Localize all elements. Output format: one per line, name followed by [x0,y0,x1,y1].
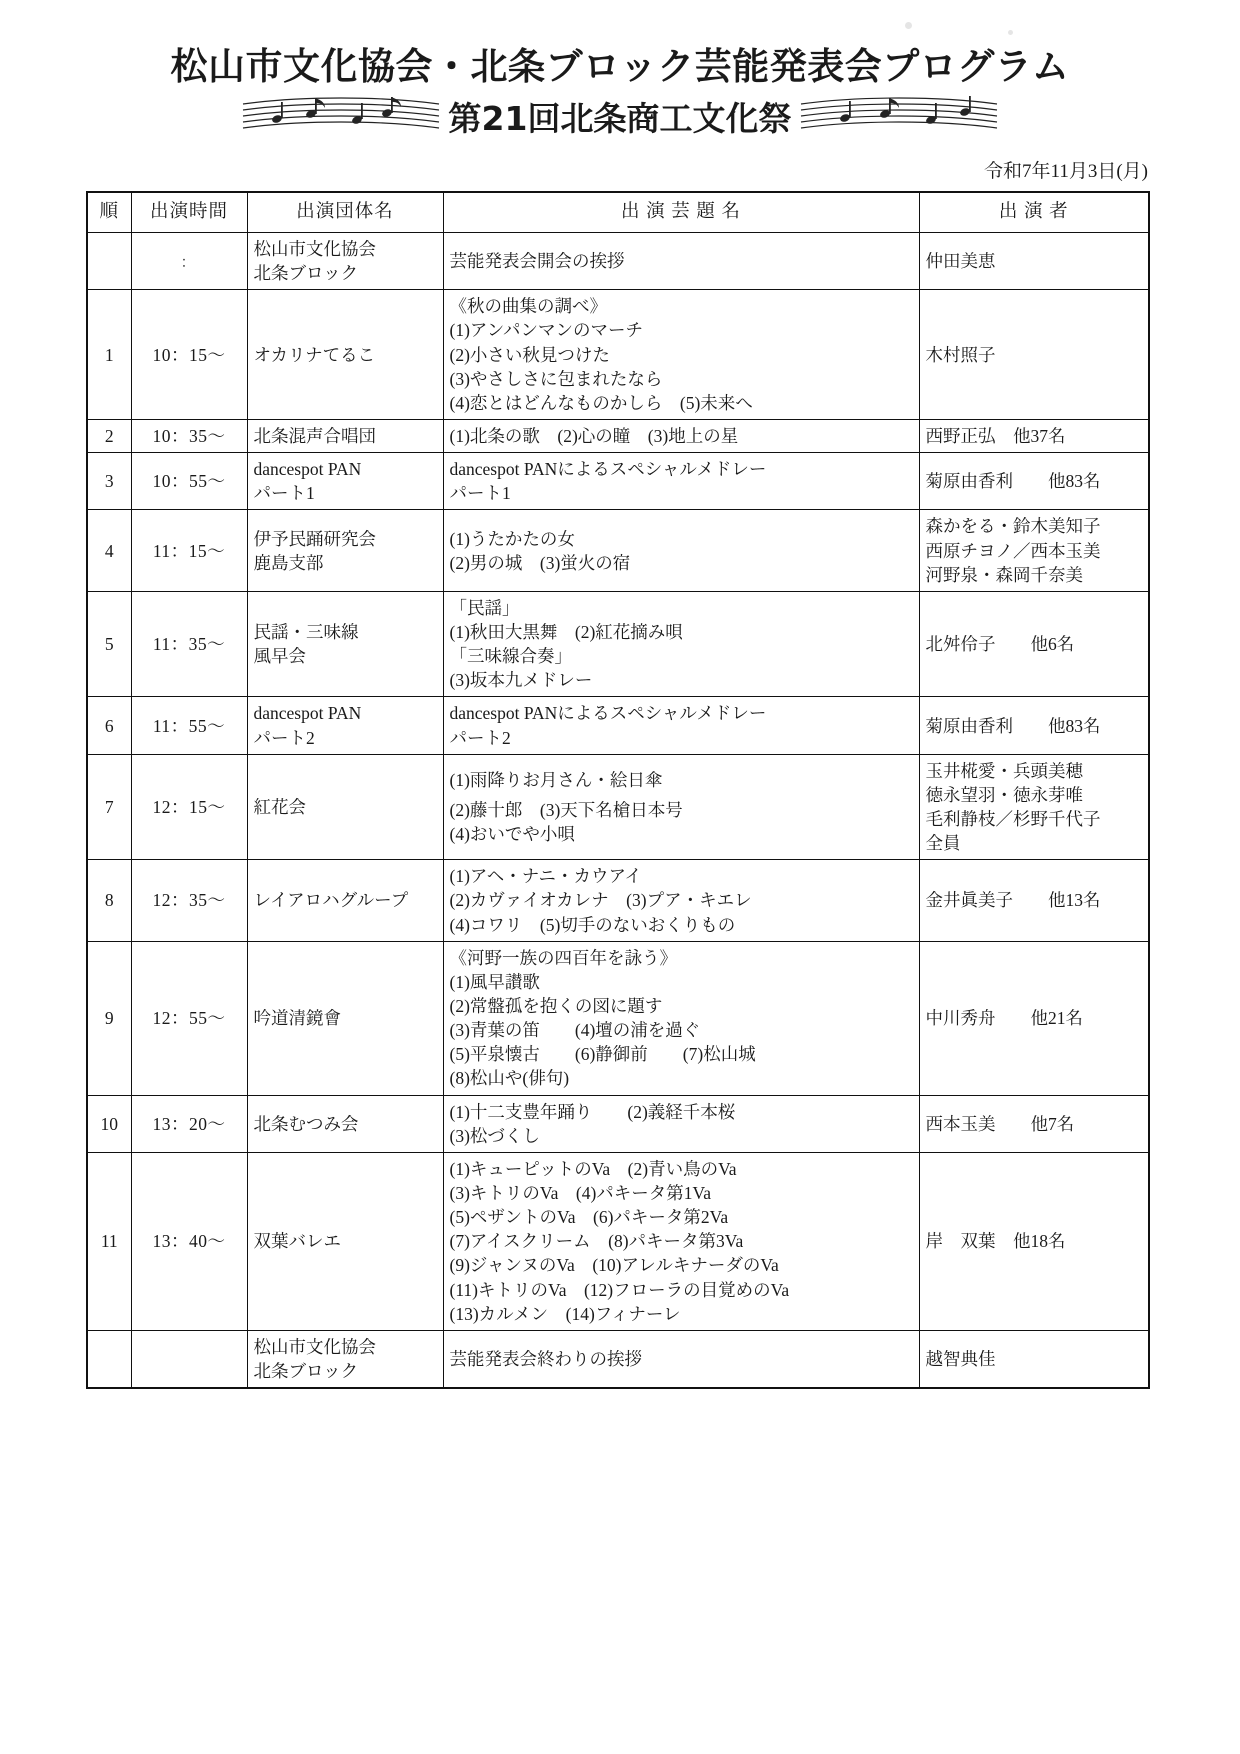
row-program-titles-line: (4)恋とはどんなものかしら (5)未来へ [449,392,753,413]
row-program-titles-line: (2)カヴァイオカレナ (3)プア・キエレ [449,890,752,911]
row-group-line: dancespot PAN [253,703,362,724]
row-program-titles [443,420,919,453]
row-program-titles-line: (1)うたかたの女 [449,528,575,549]
table-row [87,941,1149,1095]
column-header-group: 出演団体名 [247,192,443,233]
table-row [87,1095,1149,1152]
row-program-titles [443,591,919,697]
row-program-titles-line: (5)ペザントのVa (6)パキータ第2Va [449,1207,729,1228]
row-time: 12：35〜 [131,860,247,941]
row-performers-line: 菊原由香利 他83名 [925,715,1101,736]
row-group [247,420,443,453]
page-title: 松山市文化協会・北条ブロック芸能発表会プログラム [170,45,1070,88]
row-time: 11：35〜 [131,591,247,697]
row-group [247,1330,443,1388]
row-time: 11：15〜 [131,510,247,591]
column-header-title: 出 演 芸 題 名 [443,192,919,233]
row-program-titles [443,754,919,860]
row-number: 6 [87,697,131,754]
row-program-titles-line: (2)常盤孤を抱くの図に題す [449,996,663,1016]
row-number: 2 [87,420,131,453]
row-time [131,233,247,290]
row-program-titles-line: (1)風早讃歌 [449,971,540,992]
column-header-performer: 出 演 者 [919,192,1149,233]
row-time: 11：55〜 [131,697,247,754]
scan-speck [1008,30,1013,35]
row-performers [919,860,1149,941]
row-group [247,591,443,697]
page-subtitle: 第21回北条商工文化祭 [448,98,792,138]
row-program-titles-line: dancespot PANによるスペシャルメドレー [449,703,767,724]
row-group-line: 松山市文化協会 [253,1336,376,1357]
row-performers [919,290,1149,420]
row-number: 11 [87,1152,131,1330]
row-performers-line: 北舛伶子 他6名 [925,634,1075,655]
table-row [87,697,1149,754]
event-date: 令和7年11月3日(月) [984,160,1148,182]
row-program-titles-line: (13)カルメン (14)フィナーレ [449,1303,681,1324]
row-performers-line: 仲田美恵 [925,251,996,272]
row-group-line: オカリナてるこ [253,344,376,365]
row-performers [919,697,1149,754]
table-body [87,233,1149,1389]
row-time: 13：20〜 [131,1095,247,1152]
row-group [247,510,443,591]
row-number: 9 [87,941,131,1095]
row-performers [919,420,1149,453]
row-group-line: 北条むつみ会 [253,1113,359,1134]
row-program-titles-line: (2)藤十郎 (3)天下名槍日本号 [449,799,683,820]
row-time [131,1330,247,1388]
row-program-titles-line: dancespot PANによるスペシャルメドレー [449,459,767,480]
row-time: 10：35〜 [131,420,247,453]
row-time: 13：40〜 [131,1152,247,1330]
row-group-line: 伊予民踊研究会 [253,528,376,549]
row-program-titles [443,697,919,754]
row-program-titles-line: (1)秋田大黒舞 (2)紅花摘み唄 [449,622,683,643]
row-program-titles [443,510,919,591]
program-table [86,191,1150,1390]
row-group [247,290,443,420]
music-notes-icon-left [241,94,441,139]
row-number: 3 [87,453,131,510]
row-group-line: 鹿島支部 [253,552,324,573]
row-group [247,697,443,754]
row-performers-line: 中川秀舟 他21名 [925,1008,1083,1029]
row-performers-line: 西本玉美 他7名 [925,1113,1075,1134]
row-program-titles-line: (4)コワリ (5)切手のないおくりもの [449,914,736,935]
row-program-titles-line: 《秋の曲集の調べ》 [449,296,607,317]
row-program-titles [443,1330,919,1388]
table-row [87,290,1149,420]
row-performers-line: 西野正弘 他37名 [925,426,1066,447]
row-performers-line: 越智典佳 [925,1348,996,1369]
row-time-value: ： [180,254,198,271]
row-program-titles-line: 芸能発表会終わりの挨拶 [449,1348,642,1369]
row-program-titles-line: (3)坂本九メドレー [449,670,593,691]
row-program-titles-line: パート1 [449,483,511,504]
row-program-titles [443,453,919,510]
row-time: 10：55〜 [131,453,247,510]
row-performers-line: 河野泉・森岡千奈美 [925,564,1083,585]
row-group [247,1095,443,1152]
row-group-line: 北条ブロック [253,263,359,284]
row-group [247,941,443,1095]
row-program-titles [443,290,919,420]
table-row [87,591,1149,697]
row-program-titles-line: (1)雨降りお月さん・絵日傘 [449,769,663,790]
row-number: 5 [87,591,131,697]
row-performers [919,1152,1149,1330]
scan-speck [905,22,912,29]
row-group-line: 風早会 [253,646,306,667]
table-header-row [87,192,1149,233]
column-header-no: 順 [87,192,131,233]
row-program-titles-line: (2)男の城 (3)蛍火の宿 [449,552,631,573]
row-number [87,1330,131,1388]
row-program-titles-line: (1)北条の歌 (2)心の瞳 (3)地上の星 [449,426,739,447]
row-performers [919,1095,1149,1152]
row-performers-line: 木村照子 [925,344,996,365]
row-number: 10 [87,1095,131,1152]
document-header [86,46,1154,140]
table-row [87,420,1149,453]
row-performers-line: 金井眞美子 他13名 [925,890,1101,911]
row-group-line: 松山市文化協会 [253,239,376,260]
table-row [87,1330,1149,1388]
row-program-titles-line: 芸能発表会開会の挨拶 [449,251,625,272]
row-group-line: 北条ブロック [253,1360,359,1381]
table-row [87,754,1149,860]
row-program-titles-line: (8)松山や(俳句) [449,1068,570,1089]
row-performers [919,453,1149,510]
row-program-titles-line: 《河野一族の四百年を詠う》 [449,947,677,968]
row-group-line: レイアロハグループ [253,890,409,911]
row-number: 7 [87,754,131,860]
row-group [247,754,443,860]
row-group-line: 双葉バレエ [253,1231,341,1252]
row-performers-line: 岸 双葉 他18名 [925,1231,1066,1252]
row-performers-line: 森かをる・鈴木美知子 [925,516,1101,537]
row-program-titles-line: (1)アヘ・ナニ・カウアイ [449,866,642,887]
row-performers-line: 玉井椛愛・兵頭美穂 [925,760,1083,781]
row-performers [919,510,1149,591]
row-group-line: 民謡・三味線 [253,622,359,643]
table-row [87,1152,1149,1330]
row-group-line: 北条混声合唱団 [253,426,376,447]
row-group [247,233,443,290]
row-group-line: パート2 [253,727,315,748]
row-performers-line: 毛利静枝／杉野千代子 [925,809,1101,830]
row-performers-line: 徳永望羽・徳永芽唯 [925,784,1083,805]
row-program-titles-line: (4)おいでや小唄 [449,824,575,845]
row-program-titles [443,1152,919,1330]
row-performers [919,754,1149,860]
table-row [87,233,1149,290]
table-row [87,860,1149,941]
row-program-titles [443,1095,919,1152]
row-performers-line: 西原チヨノ／西本玉美 [925,540,1101,561]
music-notes-icon-right [799,94,999,139]
row-performers-line: 全員 [925,833,961,854]
row-program-titles-line: (3)キトリのVa (4)パキータ第1Va [449,1182,711,1203]
row-program-titles-line: (9)ジャンヌのVa (10)アレルキナーダのVa [449,1255,779,1276]
table-row [87,510,1149,591]
row-performers [919,233,1149,290]
row-program-titles-line: パート2 [449,727,511,748]
column-header-time: 出演時間 [131,192,247,233]
subtitle-row [86,93,1154,140]
row-time: 12：55〜 [131,941,247,1095]
row-group [247,1152,443,1330]
row-number: 4 [87,510,131,591]
table-row [87,453,1149,510]
row-performers [919,941,1149,1095]
row-program-titles-line: (3)やさしさに包まれたなら [449,368,663,389]
row-time: 12：15〜 [131,754,247,860]
row-program-titles-line: (1)キューピットのVa (2)青い鳥のVa [449,1158,737,1179]
row-program-titles-line: (3)青葉の笛 (4)壇の浦を過ぐ [449,1020,701,1041]
row-group [247,860,443,941]
row-program-titles [443,941,919,1095]
row-program-titles-line: 「三味線合奏」 [449,646,572,667]
row-number [87,233,131,290]
row-program-titles [443,860,919,941]
row-program-titles-line: (2)小さい秋見つけた [449,344,610,365]
row-program-titles-line: (3)松づくし [449,1125,540,1146]
row-number: 8 [87,860,131,941]
row-group [247,453,443,510]
row-group-line: パート1 [253,483,315,504]
row-group-line: 紅花会 [253,796,306,817]
row-program-titles-line: (7)アイスクリーム (8)パキータ第3Va [449,1231,744,1252]
row-time: 10：15〜 [131,290,247,420]
row-performers [919,1330,1149,1388]
row-program-titles-line: (1)十二支豊年踊り (2)義経千本桜 [449,1101,736,1122]
row-performers-line: 菊原由香利 他83名 [925,471,1101,492]
row-group-line: 吟道清鏡會 [253,1008,341,1029]
row-number: 1 [87,290,131,420]
row-program-titles-line: (5)平泉懐古 (6)静御前 (7)松山城 [449,1044,756,1065]
row-program-titles-line: (11)キトリのVa (12)フローラの目覚めのVa [449,1279,790,1300]
row-group-line: dancespot PAN [253,459,362,480]
row-program-titles-line: 「民謡」 [449,597,520,618]
row-program-titles-line: (1)アンパンマンのマーチ [449,320,643,341]
row-program-titles [443,233,919,290]
row-performers [919,591,1149,697]
